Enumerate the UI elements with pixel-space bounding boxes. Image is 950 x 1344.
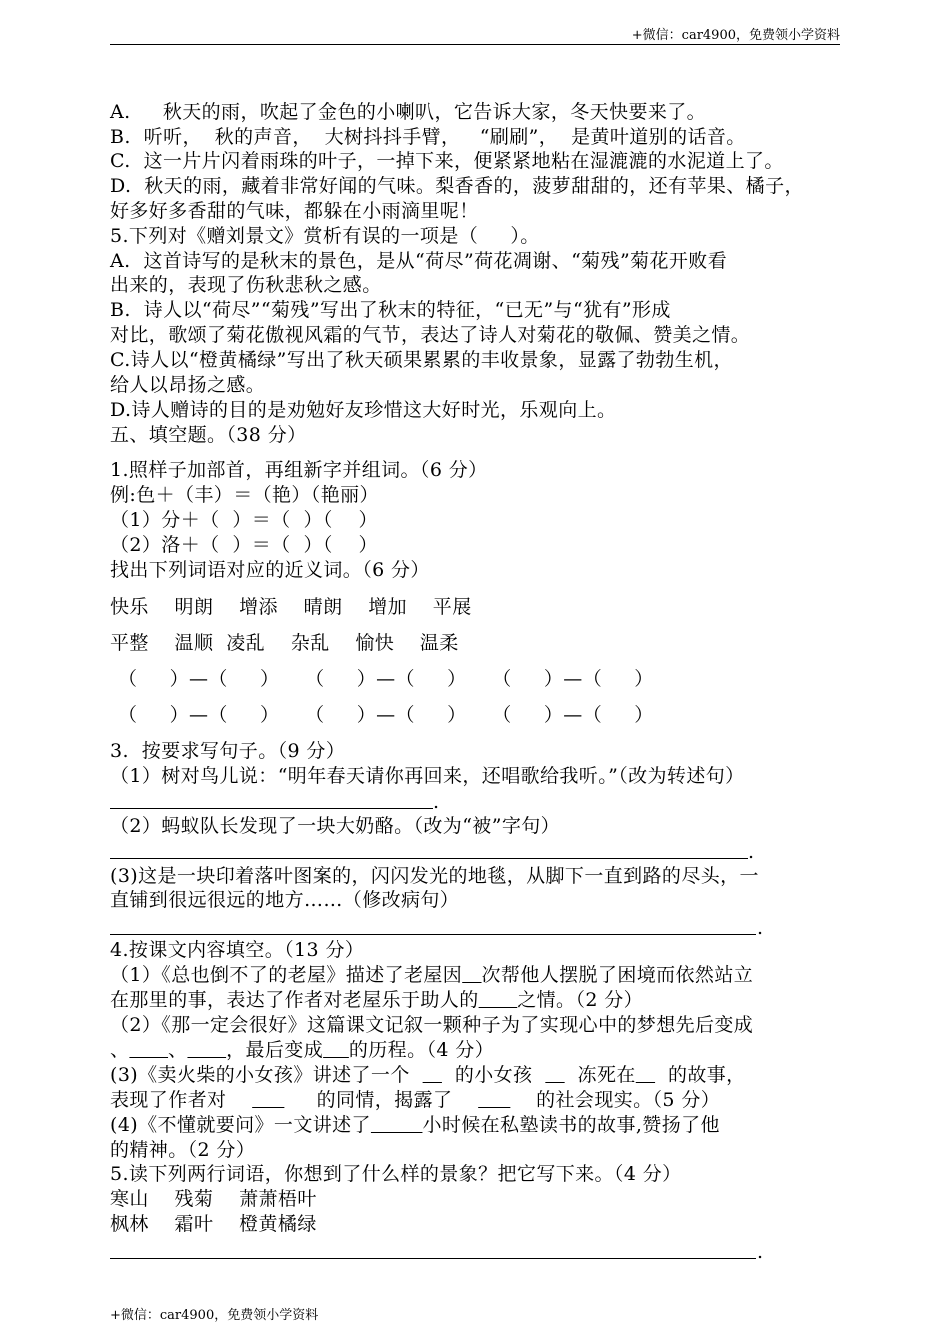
q5-option-a: A. 这首诗写的是秋末的景色，是从“荷尽”荷花凋谢、“菊残”菊花开败看: [110, 250, 728, 272]
answer-line-3: [110, 934, 756, 935]
fill3-sentence3: (3)这是一块印着落叶图案的，闪闪发光的地毯，从脚下一直到路的尽头，一: [110, 865, 759, 887]
answer-line-1: [110, 808, 433, 809]
answer-line-2-period: .: [748, 841, 755, 863]
q5-option-b-cont: 对比，歌颂了菊花傲视风霜的气节，表达了诗人对菊花的敬佩、赞美之情。: [110, 324, 751, 346]
fill1-item1: （1）分＋（ ）＝（ ）（ ）: [110, 509, 378, 531]
fill4-line2: 在那里的事，表达了作者对老屋乐于助人的 之情。（2 分）: [110, 989, 644, 1011]
fill4-line6: 表现了作者对 的同情，揭露了 的社会现实。（5 分）: [110, 1089, 721, 1111]
fill2-words-row2: 平整 温顺 凌乱 杂乱 愉快 温柔: [110, 632, 459, 654]
header-divider: [110, 44, 840, 45]
fill2-pairs-row2: （ ）—（ ） （ ）—（ ） （ ）—（ ）: [118, 704, 654, 726]
q5-option-c: C.诗人以“橙黄橘绿”写出了秋天硕果累累的丰收景象，显露了勃勃生机，: [110, 349, 733, 371]
fill4-line8: 的精神。（2 分）: [110, 1139, 256, 1161]
fill2-pairs-row1: （ ）—（ ） （ ）—（ ） （ ）—（ ）: [118, 668, 654, 690]
fill2-stem: 找出下列词语对应的近义词。（6 分）: [110, 559, 430, 581]
fill5-words-row2: 枫林 霜叶 橙黄橘绿: [110, 1213, 317, 1235]
fill4-line4: 、 、 ，最后变成 的历程。（4 分）: [110, 1039, 495, 1061]
q4-option-b: B. 听听， 秋的声音， 大树抖抖手臂， “刷刷”， 是黄叶道别的话音。: [110, 126, 746, 148]
q4-option-c: C. 这一片片闪着雨珠的叶子，一掉下来，便紧紧地粘在湿漉漉的水泥道上了。: [110, 150, 784, 172]
q4-option-d-cont: 好多好多香甜的气味，都躲在小雨滴里呢！: [110, 200, 479, 222]
answer-line-3-period: .: [757, 917, 764, 939]
q4-option-a: A. 秋天的雨，吹起了金色的小喇叭，它告诉大家，冬天快要来了。: [110, 101, 707, 123]
q5-option-d: D.诗人赠诗的目的是劝勉好友珍惜这大好时光，乐观向上。: [110, 399, 617, 421]
fill4-line3: （2）《那一定会很好》这篇课文记叙一颗种子为了实现心中的梦想先后变成: [110, 1014, 754, 1036]
answer-line-1-period: .: [433, 791, 440, 813]
fill3-sentence3-cont: 直铺到很远很远的地方……（修改病句）: [110, 889, 460, 911]
page-footer: +微信：car4900，免费领小学资料: [110, 1308, 319, 1323]
fill3-sentence2: （2）蚂蚁队长发现了一块大奶酪。（改为“被”字句）: [110, 815, 561, 837]
fill5-stem: 5.读下列两行词语，你想到了什么样的景象？把它写下来。（4 分）: [110, 1163, 682, 1185]
answer-line-4: [110, 1258, 756, 1259]
fill4-line7: (4)《不懂就要问》一文讲述了 小时候在私塾读书的故事,赞扬了他: [110, 1114, 720, 1136]
fill3-stem: 3. 按要求写句子。（9 分）: [110, 740, 346, 762]
q5-stem: 5.下列对《赠刘景文》赏析有误的一项是（ ）。: [110, 225, 540, 247]
fill1-example: 例:色＋（丰）＝（艳）（艳丽）: [110, 484, 379, 506]
fill4-stem: 4.按课文内容填空。（13 分）: [110, 939, 365, 961]
answer-line-4-period: .: [757, 1241, 764, 1263]
q5-option-a-cont: 出来的，表现了伤秋悲秋之感。: [110, 274, 382, 296]
fill4-line1: （1）《总也倒不了的老屋》描述了老屋因 次帮他人摆脱了困境而依然站立: [110, 964, 754, 986]
fill1-item2: （2）洛＋（ ）＝（ ）（ ）: [110, 534, 378, 556]
fill5-words-row1: 寒山 残菊 萧萧梧叶: [110, 1188, 317, 1210]
fill1-stem: 1.照样子加部首，再组新字并组词。（6 分）: [110, 459, 488, 481]
fill3-sentence1: （1）树对鸟儿说：“明年春天请你再回来，还唱歌给我听。”（改为转述句）: [110, 765, 745, 787]
section-title: 五、填空题。（38 分）: [110, 424, 307, 446]
q5-option-c-cont: 给人以昂扬之感。: [110, 374, 266, 396]
fill2-words-row1: 快乐 明朗 增添 晴朗 增加 平展: [110, 596, 472, 618]
fill4-line5: (3)《卖火柴的小女孩》讲述了一个 的小女孩 冻死在 的故事，: [110, 1064, 746, 1086]
answer-line-2: [110, 858, 748, 859]
page-header: +微信：car4900，免费领小学资料: [631, 28, 840, 43]
q4-option-d: D. 秋天的雨，藏着非常好闻的气味。梨香香的，菠萝甜甜的，还有苹果、橘子，: [110, 175, 804, 197]
q5-option-b: B. 诗人以“荷尽”“菊残”写出了秋末的特征，“已无”与“犹有”形成: [110, 299, 671, 321]
